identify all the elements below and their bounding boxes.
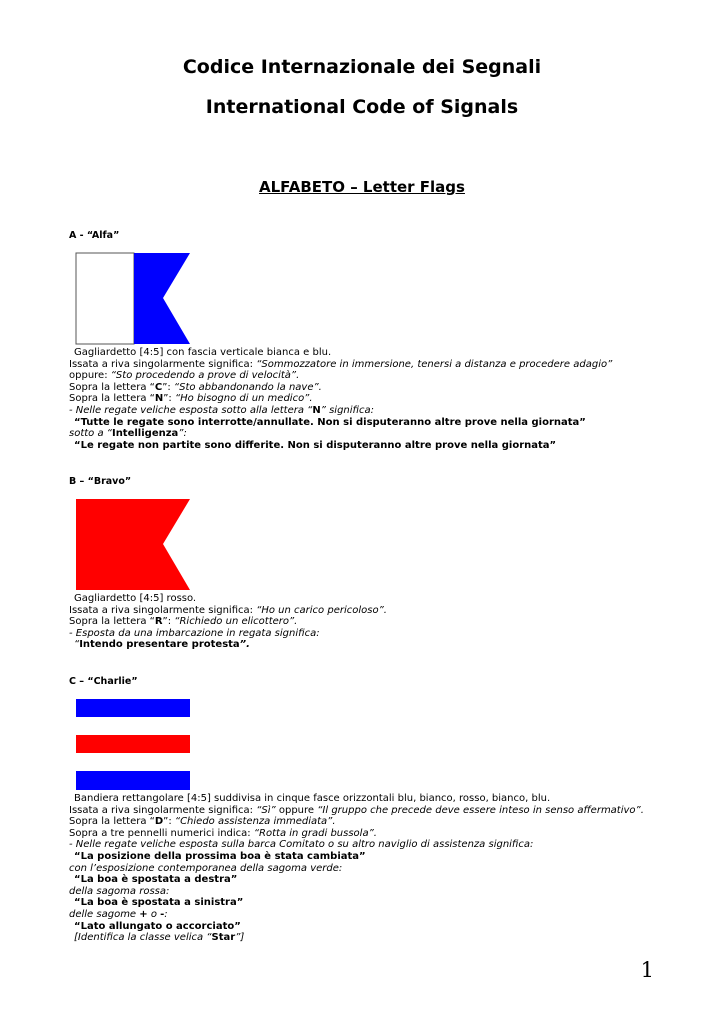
- text: D: [154, 816, 164, 828]
- flag-b-line: - Esposta da una imbarcazione in regata significa:: [69, 627, 320, 639]
- text: ”:: [163, 816, 175, 828]
- text: +: [139, 908, 148, 920]
- flag-a-regatta-signal: “Le regate non partite sono differite. Non si disputeranno altre prove nella giornata”: [74, 439, 557, 451]
- text: sotto a “: [69, 428, 112, 440]
- text: Sopra la lettera “: [69, 381, 155, 393]
- text: C: [154, 381, 163, 393]
- text: - Nelle regate veliche esposta sotto alla lettera “: [69, 404, 313, 416]
- text: N: [312, 404, 321, 416]
- text: ”]: [235, 932, 245, 944]
- text: ”.: [239, 639, 250, 651]
- charlie-stripe-white-upper: [76, 717, 190, 735]
- section-heading: ALFABETO – Letter Flags: [259, 178, 465, 196]
- flag-b-line: [69, 605, 709, 617]
- flag-c-regatta-signal: “Lato allungato o accorciato”: [74, 920, 241, 932]
- flag-c-description: Bandiera rettangolare [4:5] suddivisa in cinque fasce orizzontali blu, bianco, rosso, bianco, blu.: [74, 793, 551, 804]
- flag-b-heading: B – “Bravo”: [69, 476, 132, 487]
- flag-a-line: [69, 382, 709, 394]
- text: Star: [211, 932, 236, 944]
- alfa-flag-white-field: [76, 253, 134, 344]
- flag-b-line: [69, 616, 709, 628]
- text: Sopra la lettera “: [69, 816, 155, 828]
- flag-a-line: [69, 405, 709, 417]
- text: ” significa:: [320, 404, 374, 416]
- text: Issata a riva singolarmente significa:: [69, 358, 257, 370]
- flag-c-line: [69, 805, 709, 817]
- document-title-italian: Codice Internazionale dei Segnali: [182, 56, 542, 78]
- text: “: [74, 639, 80, 651]
- flag-b-description: Gagliardetto [4:5] rosso.: [74, 593, 197, 604]
- charlie-stripe-blue-bottom: [76, 771, 190, 790]
- text: Sopra a tre pennelli numerici indica:: [69, 827, 254, 839]
- flag-c-regatta-signal: “La boa è spostata a sinistra”: [74, 897, 244, 909]
- text: :: [164, 908, 168, 920]
- flag-a-line: [69, 428, 709, 440]
- text: “Chiedo assistenza immediata”.: [174, 816, 336, 828]
- text: “Il gruppo che precede deve essere inteso in senso affermativo”.: [317, 804, 644, 816]
- flag-b-text: [69, 593, 709, 651]
- flag-b-regatta-signal: [69, 639, 709, 651]
- text: [Identifica la classe velica “: [74, 932, 212, 944]
- bravo-flag-image: [75, 498, 191, 591]
- charlie-stripe-blue-top: [76, 699, 190, 717]
- text: N: [154, 393, 164, 405]
- flag-c-line: - Nelle regate veliche esposta sulla barca Comitato o su altro naviglio di assistenza significa:: [69, 839, 534, 851]
- alfa-flag-blue-swallowtail: [134, 253, 190, 344]
- charlie-stripe-white-lower: [76, 753, 190, 771]
- text: Sopra la lettera “: [69, 616, 155, 628]
- text: Issata a riva singolarmente significa:: [69, 604, 257, 616]
- text: “Sto procedendo a prove di velocità”.: [110, 370, 300, 382]
- flag-a-line: [69, 359, 709, 371]
- text: “Sommozzatore in immersione, tenersi a distanza e procedere adagio”: [256, 358, 613, 370]
- text: oppure: [278, 804, 318, 816]
- text: oppure:: [69, 370, 111, 382]
- flag-c-class-note: [69, 932, 709, 944]
- flag-a-description: Gagliardetto [4:5] con fascia verticale bianca e blu.: [74, 347, 332, 358]
- flag-a-line: [69, 370, 709, 382]
- text: “Ho un carico pericoloso”.: [256, 604, 387, 616]
- text: ”:: [178, 428, 187, 440]
- text: “Sì”: [256, 804, 279, 816]
- flag-c-heading: C – “Charlie”: [69, 676, 138, 687]
- document-title-english: International Code of Signals: [205, 96, 519, 118]
- flag-c-line: della sagoma rossa:: [69, 885, 170, 897]
- flag-a-line: [69, 393, 709, 405]
- text: ”:: [162, 381, 174, 393]
- text: “Ho bisogno di un medico”.: [174, 393, 313, 405]
- text: Sopra la lettera “: [69, 393, 155, 405]
- flag-c-line: [69, 828, 709, 840]
- text: o: [147, 908, 161, 920]
- text: R: [154, 616, 163, 628]
- page-number: 1: [640, 958, 654, 982]
- charlie-flag-image: [75, 698, 191, 791]
- flag-c-regatta-signal: “La boa è spostata a destra”: [74, 874, 238, 886]
- alfa-flag-image: [75, 252, 191, 345]
- bravo-flag-red-swallowtail: [76, 499, 190, 590]
- text: Issata a riva singolarmente significa:: [69, 804, 257, 816]
- text: -: [160, 908, 165, 920]
- flag-c-text: [69, 793, 709, 944]
- flag-a-heading: A - “Alfa”: [69, 230, 120, 241]
- text: “Richiedo un elicottero”.: [174, 616, 298, 628]
- text: “Rotta in gradi bussola”.: [253, 827, 377, 839]
- text: Intelligenza: [111, 428, 179, 440]
- flag-c-line: [69, 909, 709, 921]
- charlie-stripe-red: [76, 735, 190, 753]
- text: Intendo presentare protesta: [79, 639, 240, 651]
- text: ”:: [163, 393, 175, 405]
- flag-a-text: [69, 347, 709, 451]
- text: “Sto abbandonando la nave”.: [173, 381, 322, 393]
- text: delle sagome: [69, 908, 140, 920]
- flag-c-regatta-signal: “La posizione della prossima boa è stata cambiata”: [74, 850, 366, 862]
- flag-c-line: con l’esposizione contemporanea della sagoma verde:: [69, 862, 343, 874]
- flag-c-line: [69, 816, 709, 828]
- flag-a-regatta-signal: “Tutte le regate sono interrotte/annullate. Non si disputeranno altre prove nella giornata”: [74, 416, 586, 428]
- text: ”:: [162, 616, 175, 628]
